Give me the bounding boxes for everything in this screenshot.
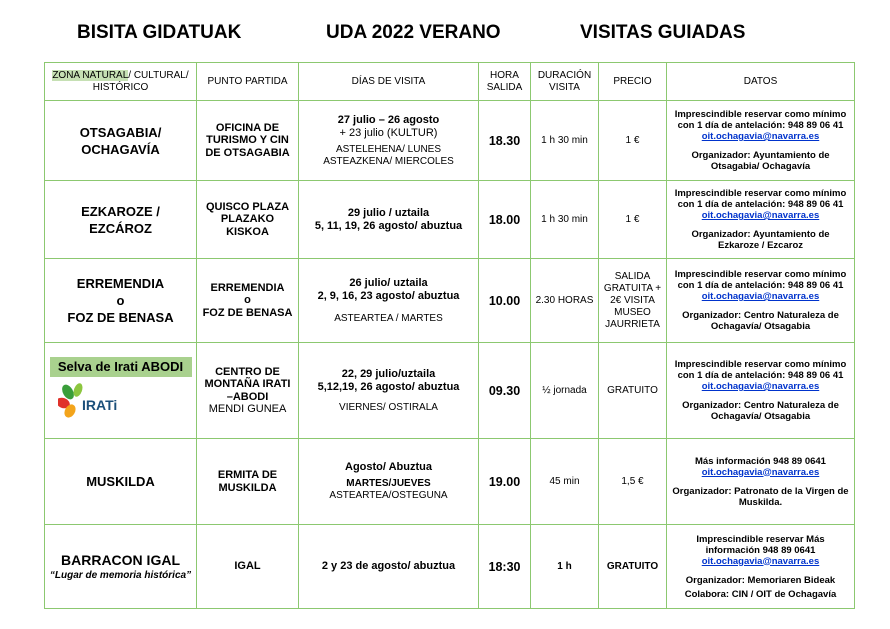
table-row: [45, 525, 855, 609]
row-datos: [667, 343, 855, 439]
table-header-row: [45, 63, 855, 101]
row-dias: [299, 181, 479, 259]
header-zona-highlight: ZONA NATURAL: [52, 69, 129, 81]
email-link[interactable]: oit.ochagavia@navarra.es: [701, 555, 820, 567]
row-dias-line2: 5, 11, 19, 26 agosto/ abuztua: [314, 219, 463, 232]
row-hora: 18.00: [479, 181, 531, 259]
row-hora: 18:30: [479, 525, 531, 609]
row-lugar: MUSKILDA: [45, 439, 197, 525]
row-lugar: [45, 343, 197, 439]
row-datos: [667, 439, 855, 525]
row-precio: 1,5 €: [599, 439, 667, 525]
row-datos-text: Imprescindible reservar como mínimo con 1 día de antelación: 948 89 06 41: [674, 109, 847, 131]
email-link[interactable]: oit.ochagavia@navarra.es: [701, 131, 820, 142]
irati-badge: Selva de Irati ABODI: [50, 357, 192, 377]
row-dias-line2: + 23 julio (KULTUR): [339, 126, 438, 139]
row-duracion: 1 h 30 min: [531, 181, 599, 259]
row-hora: 19.00: [479, 439, 531, 525]
header-punto: PUNTO PARTIDA: [197, 63, 299, 101]
row-punto: IGAL: [197, 525, 299, 609]
row-punto-main: CENTRO DE MONTAÑA IRATI –ABODI: [204, 365, 291, 403]
row-punto-line1: ERREMENDIA: [210, 281, 285, 294]
row-dias: [299, 101, 479, 181]
email-link[interactable]: oit.ochagavia@navarra.es: [701, 210, 820, 221]
row-precio: SALIDA GRATUITA + 2€ VISITA MUSEO JAURRIETA: [599, 259, 667, 343]
row-lugar: EZKAROZE / EZCÁROZ: [45, 181, 197, 259]
row-duracion: 2.30 HORAS: [531, 259, 599, 343]
row-organizer: Organizador: Ayuntamiento de Otsagabia/ Ochagavía: [691, 150, 830, 172]
row-dias-line1: 27 julio – 26 agosto: [337, 113, 440, 126]
visits-table: [44, 62, 855, 609]
row-duracion: 1 h 30 min: [531, 101, 599, 181]
email-link[interactable]: oit.ochagavia@navarra.es: [701, 381, 820, 392]
title-season: UDA 2022 VERANO: [326, 22, 501, 43]
row-organizer: Organizador: Memoriaren Bideak: [685, 574, 836, 586]
row-dias-line3: ASTEARTEA/OSTEGUNA: [329, 490, 448, 501]
row-dias-line3: VIERNES/ OSTIRALA: [339, 401, 438, 413]
row-dias-line1: 22, 29 julio/uztaila: [341, 367, 436, 380]
row-lugar: [45, 259, 197, 343]
row-organizer: Organizador: Patronato de la Virgen de Muskilda.: [672, 485, 849, 508]
row-dias-line3: ASTELEHENA/ LUNES ASTEAZKENA/ MIERCOLES: [323, 143, 454, 167]
row-datos: [667, 101, 855, 181]
row-hora: 09.30: [479, 343, 531, 439]
table-row: [45, 181, 855, 259]
row-dias-line2: MARTES/JUEVES: [346, 478, 431, 489]
row-dias-line2: 5,12,19, 26 agosto/ abuztua: [317, 380, 460, 393]
row-lugar-main: BARRACON IGAL: [61, 552, 180, 568]
title-basque: BISITA GIDATUAK: [77, 22, 242, 43]
title-spanish: VISITAS GUIADAS: [580, 22, 746, 43]
table-row: [45, 259, 855, 343]
row-organizer: Organizador: Centro Naturaleza de Ochagavía/ Otsagabia: [682, 310, 839, 332]
row-punto-extra: MENDI GUNEA: [208, 403, 287, 415]
row-punto: QUISCO PLAZA PLAZAKO KISKOA: [197, 181, 299, 259]
header-hora: HORA SALIDA: [479, 63, 531, 101]
row-lugar-line3: FOZ DE BENASA: [67, 310, 174, 325]
irati-logo-text: IRATi: [82, 397, 118, 413]
row-dias: 2 y 23 de agosto/ abuztua: [299, 525, 479, 609]
row-lugar-line1: ERREMENDIA: [76, 276, 165, 291]
row-datos-text: Imprescindible reservar como mínimo con 1 día de antelación: 948 89 06 41: [674, 359, 847, 381]
row-dias-line2: 2, 9, 16, 23 agosto/ abuztua: [317, 289, 460, 302]
row-lugar-sub: “Lugar de memoria histórica”: [49, 570, 192, 581]
row-hora: 10.00: [479, 259, 531, 343]
row-dias: [299, 343, 479, 439]
row-lugar: OTSAGABIA/ OCHAGAVÍA: [45, 101, 197, 181]
email-link[interactable]: oit.ochagavia@navarra.es: [701, 466, 820, 478]
row-datos: [667, 259, 855, 343]
irati-logo: [58, 383, 128, 424]
row-precio: 1 €: [599, 101, 667, 181]
table-row: [45, 101, 855, 181]
row-collaborator: Colabora: CIN / OIT de Ochagavía: [684, 588, 837, 600]
email-link[interactable]: oit.ochagavia@navarra.es: [701, 291, 820, 302]
header-precio: PRECIO: [599, 63, 667, 101]
row-duracion: ½ jornada: [531, 343, 599, 439]
row-organizer: Organizador: Centro Naturaleza de Ochagavía/ Otsagabia: [682, 400, 839, 422]
header-zona-rest: / CULTURAL/ HISTÓRICO: [92, 69, 189, 93]
row-datos: [667, 181, 855, 259]
table-row: [45, 343, 855, 439]
header-zona: [45, 63, 197, 101]
row-datos-text: Imprescindible reservar Más información 948 89 0641: [696, 533, 825, 556]
row-datos-text: Imprescindible reservar como mínimo con 1 día de antelación: 948 89 06 41: [674, 269, 847, 291]
header-duracion: DURACIÓN VISITA: [531, 63, 599, 101]
row-dias-line3: ASTEARTEA / MARTES: [334, 312, 443, 324]
leaf-logo-icon: [58, 383, 130, 419]
row-dias-line1: Agosto/ Abuztua: [345, 461, 432, 473]
row-dias-line1: 26 julio/ uztaila: [349, 276, 428, 289]
row-punto: [197, 343, 299, 439]
row-lugar-line2: o: [116, 293, 125, 308]
row-precio: GRATUITO: [599, 525, 667, 609]
row-datos-text: Imprescindible reservar como mínimo con 1 día de antelación: 948 89 06 41: [674, 188, 847, 210]
row-lugar: [45, 525, 197, 609]
row-hora: 18.30: [479, 101, 531, 181]
header-datos: DATOS: [667, 63, 855, 101]
table-row: [45, 439, 855, 525]
row-datos-text: Más información 948 89 0641: [695, 455, 826, 467]
row-punto: OFICINA DE TURISMO Y CIN DE OTSAGABIA: [197, 101, 299, 181]
row-punto-line2: o: [244, 294, 251, 307]
row-duracion: 1 h: [531, 525, 599, 609]
row-duracion: 45 min: [531, 439, 599, 525]
row-punto-line3: FOZ DE BENASA: [202, 306, 293, 319]
row-precio: 1 €: [599, 181, 667, 259]
row-punto: ERMITA DE MUSKILDA: [197, 439, 299, 525]
row-punto: [197, 259, 299, 343]
row-organizer: Organizador: Ayuntamiento de Ezkaroze / Ezcaroz: [691, 229, 830, 251]
row-dias: [299, 259, 479, 343]
row-precio: GRATUITO: [599, 343, 667, 439]
header-dias: DÍAS DE VISITA: [299, 63, 479, 101]
row-dias-line1: 29 julio / uztaila: [347, 206, 430, 219]
row-dias: [299, 439, 479, 525]
row-datos: [667, 525, 855, 609]
